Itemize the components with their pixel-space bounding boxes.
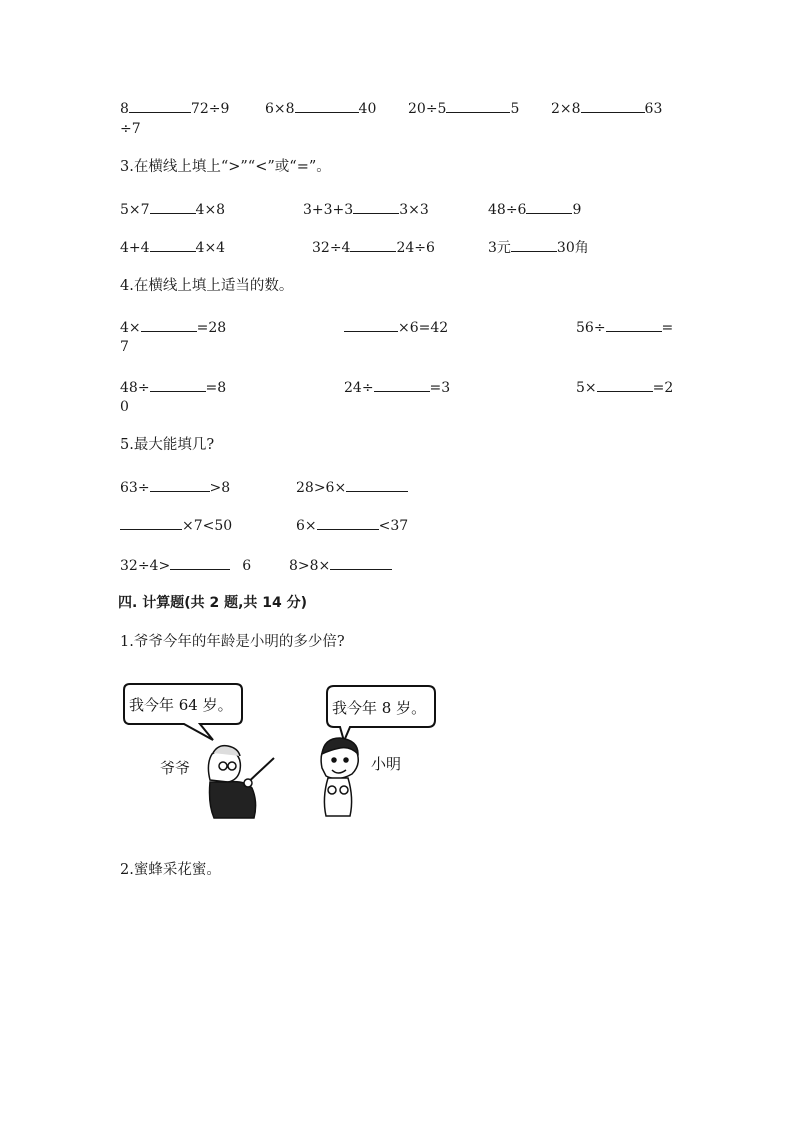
answer-blank[interactable] [446,99,510,113]
wrapped-text: ÷7 [120,121,141,137]
answer-blank[interactable] [344,318,398,332]
answer-blank[interactable] [120,516,182,530]
max-fill-item: 6× <37 [296,518,409,534]
compare-item: 3元 30角 [488,240,589,256]
question-3-title: 3.在横线上填上“>”“<”或“=”。 [120,159,331,175]
wrapped-text: 0 [120,399,129,415]
question-4-1: 1.爷爷今年的年龄是小明的多少倍? [120,634,345,650]
answer-blank[interactable] [317,516,379,530]
compare-item: 3+3+3 3×3 [303,202,429,218]
fill-item: ×6=42 [344,318,448,336]
compare-item: 6×8 40 [265,101,377,117]
max-fill-item: 8>8× [289,556,392,574]
answer-blank[interactable] [606,318,662,332]
answer-blank[interactable] [597,378,653,392]
answer-blank[interactable] [129,99,191,113]
answer-blank[interactable] [150,200,196,214]
answer-blank[interactable] [350,238,396,252]
question-4-title: 4.在横线上填上适当的数。 [120,278,294,294]
grandpa-speech-bubble [124,684,242,740]
question-5-title: 5.最大能填几? [120,437,215,453]
answer-blank[interactable] [150,238,196,252]
age-illustration [118,678,448,823]
answer-blank[interactable] [141,318,197,332]
fill-item: 48÷ =8 [120,380,227,396]
compare-item: 4+4 4×4 [120,240,226,256]
grandpa-figure [208,746,274,818]
answer-blank[interactable] [150,478,210,492]
max-fill-item: 28>6× [296,478,408,496]
max-fill-item: 32÷4> 6 [120,558,252,574]
grandpa-label: 爷爷 [160,759,191,777]
answer-blank[interactable] [526,200,572,214]
compare-item: 5×7 4×8 [120,202,226,218]
answer-blank[interactable] [581,99,645,113]
compare-item: 8 72÷9 [120,101,230,117]
compare-item: 2×8 63 [551,101,663,117]
fill-item: 5× =2 [576,380,674,396]
fill-item: 4× =28 [120,320,227,336]
max-fill-item: 63÷ >8 [120,480,231,496]
answer-blank[interactable] [511,238,557,252]
fill-item: 24÷ =3 [344,380,451,396]
grandpa-speech: 我今年 64 岁。 [129,696,233,714]
xiaoming-speech: 我今年 8 岁。 [332,699,427,717]
answer-blank[interactable] [170,556,230,570]
fill-item: 56÷ = [576,320,674,336]
answer-blank[interactable] [150,378,206,392]
compare-item: 32÷4 24÷6 [312,240,435,256]
xiaoming-speech-bubble [327,686,435,741]
answer-blank[interactable] [330,556,392,570]
xiaoming-figure [321,738,358,816]
answer-blank[interactable] [295,99,359,113]
answer-blank[interactable] [353,200,399,214]
xiaoming-label: 小明 [371,755,402,773]
answer-blank[interactable] [374,378,430,392]
max-fill-item: ×7<50 [120,516,232,534]
compare-item: 48÷6 9 [488,202,582,218]
answer-blank[interactable] [346,478,408,492]
wrapped-text: 7 [120,339,129,355]
compare-item: 20÷5 5 [408,101,520,117]
section-4-title: 四. 计算题(共 2 题,共 14 分) [118,595,308,611]
question-4-2: 2.蜜蜂采花蜜。 [120,862,221,878]
